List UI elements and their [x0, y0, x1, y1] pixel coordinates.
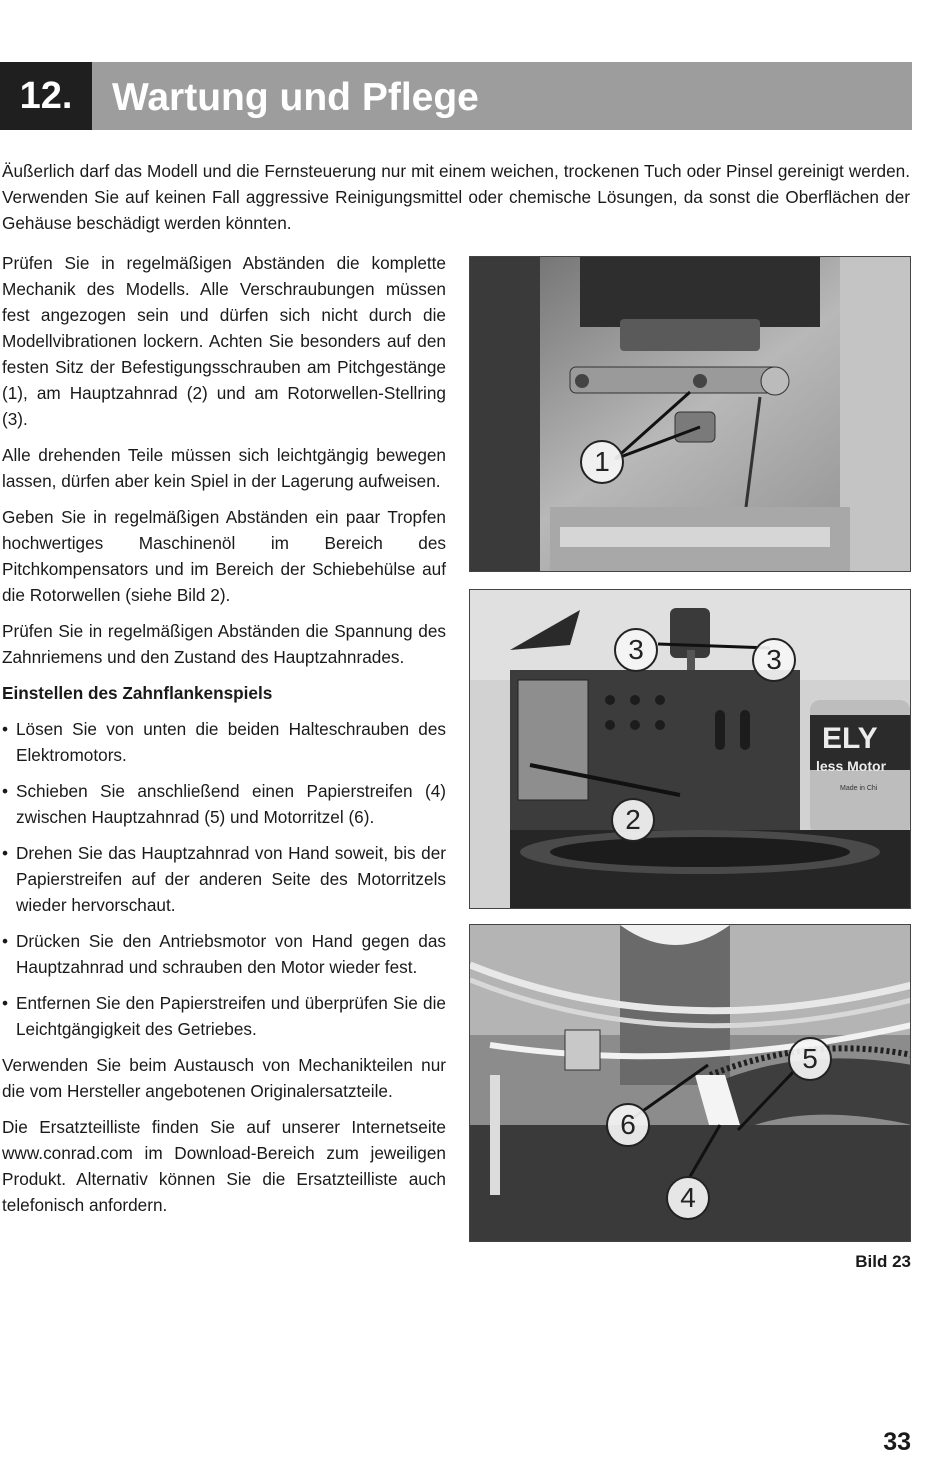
callout-motor-pinion-6: 6 [606, 1103, 650, 1147]
main-gear-illustration [470, 590, 911, 909]
intro-paragraph: Äußerlich darf das Modell und die Fernsteuerung nur mit einem weichen, trockenen Tuch oder Pinsel gereinigt werden. Verwenden Sie auf keinen Fall aggressive Reinigungsmittel oder chemische Lösungen, da sonst die Oberflächen der Gehäuse beschädigt werden könnten. [2, 161, 910, 233]
paragraph-oil: Geben Sie in regelmäßigen Abständen ein paar Tropfen hochwertiges Maschinenöl im Bereich des Pitchkompensators und im Bereich der Schiebehülse auf die Rotorwellen (siehe Bild 2). [2, 507, 446, 605]
callout-pitch-linkage: 1 [580, 440, 624, 484]
paragraph-rotating-parts: Alle drehenden Teile müssen sich leichtgängig bewegen lassen, dürfen aber kein Spiel in der Lagerung aufweisen. [2, 445, 446, 491]
chapter-header [0, 62, 912, 130]
callout-rotor-collar-right: 3 [752, 638, 796, 682]
figure-caption: Bild 23 [855, 1252, 911, 1271]
list-item: • Entfernen Sie den Papierstreifen und überprüfen Sie die Leichtgängigkeit des Getriebes. [2, 990, 446, 1042]
list-item: • Drehen Sie das Hauptzahnrad von Hand soweit, bis der Papierstreifen auf der anderen Seite des Motorritzels wieder hervorschaut. [2, 840, 446, 918]
list-item: • Lösen Sie von unten die beiden Halteschrauben des Elektromotors. [2, 716, 446, 768]
list-item: • Schieben Sie anschließend einen Papierstreifen (4) zwischen Hauptzahnrad (5) und Motorritzel (6). [2, 778, 446, 830]
callout-paper-strip-4: 4 [666, 1176, 710, 1220]
motor-brand-text: ELY [822, 722, 878, 755]
callout-main-gear: 2 [611, 798, 655, 842]
paragraph-mechanics: Prüfen Sie in regelmäßigen Abständen die komplette Mechanik des Modells. Alle Verschraubungen müssen fest angezogen sein und dürfen sich nicht durch die Modellvibrationen lockern. Achten Sie besonders auf den festen Sitz der Befestigungsschrauben am Pitchgestänge (1), am Hauptzahnrad (2) und am Rotorwellen-Stellring (3). [2, 253, 446, 429]
steps-list [2, 716, 446, 1042]
photo-pitch-linkage [469, 256, 911, 572]
text-column [2, 250, 446, 1228]
chapter-number: 12. [0, 62, 92, 130]
motor-small-text: Made in Chi [840, 785, 878, 792]
subheading-gear-backlash: Einstellen des Zahnflankenspiels [2, 683, 273, 703]
motor-line-text: less Motor [816, 758, 887, 774]
pitch-linkage-illustration [470, 257, 911, 572]
page-number: 33 [883, 1428, 911, 1456]
list-item: • Drücken Sie den Antriebsmotor von Hand gegen das Hauptzahnrad und schrauben den Motor wieder fest. [2, 928, 446, 980]
paragraph-parts-list: Die Ersatzteilliste finden Sie auf unserer Internetseite www.conrad.com im Download-Bereich zum jeweiligen Produkt. Alternativ können Sie die Ersatzteilliste auch telefonisch anfordern. [2, 1117, 446, 1215]
paragraph-spare-parts: Verwenden Sie beim Austausch von Mechanikteilen nur die vom Hersteller angebotenen Originalersatzteile. [2, 1055, 446, 1101]
callout-rotor-collar-left: 3 [614, 628, 658, 672]
photo-gear-backlash [469, 924, 911, 1242]
photo-main-gear [469, 589, 911, 909]
callout-main-gear-5: 5 [788, 1037, 832, 1081]
paragraph-belt: Prüfen Sie in regelmäßigen Abständen die Spannung des Zahnriemens und den Zustand des Hauptzahnrades. [2, 621, 446, 667]
chapter-title: Wartung und Pflege [112, 76, 479, 119]
